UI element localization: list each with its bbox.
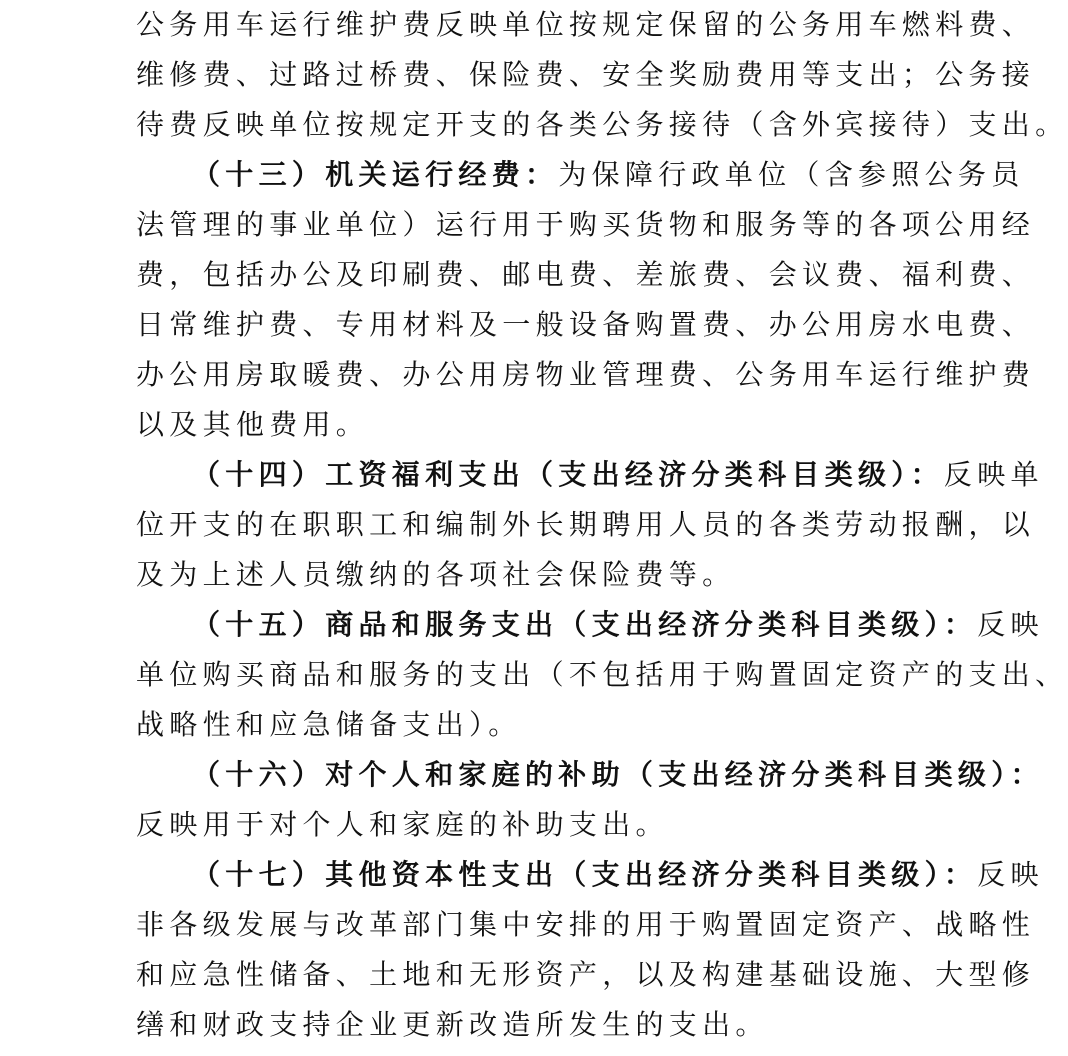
text-line: 费，包括办公及印刷费、邮电费、差旅费、会议费、福利费、 xyxy=(136,258,1036,291)
text-line: 和应急性储备、土地和无形资产，以及构建基础设施、大型修 xyxy=(136,958,1036,991)
text-line: 缮和财政支持企业更新改造所发生的支出。 xyxy=(136,1008,769,1041)
section-13-first-line xyxy=(192,150,1025,200)
text-line: 单位购买商品和服务的支出（不包括用于购置固定资产的支出、 xyxy=(136,658,1068,691)
section-16-heading: （十六）对个人和家庭的补助（支出经济分类科目类级）： xyxy=(192,758,1044,791)
text-line: 以及其他费用。 xyxy=(136,408,370,441)
text-run: 反映 xyxy=(977,608,1044,641)
text-line: 办公用房取暖费、办公用房物业管理费、公务用车运行维护费 xyxy=(136,358,1036,391)
text-line: 战略性和应急储备支出）。 xyxy=(136,708,522,741)
text-run: 反映单 xyxy=(943,458,1044,491)
text-line: 及为上述人员缴纳的各项社会保险费等。 xyxy=(136,558,736,591)
section-13-heading: （十三）机关运行经费： xyxy=(192,158,559,191)
text-line: 待费反映单位按规定开支的各类公务接待（含外宾接待）支出。 xyxy=(136,108,1068,141)
text-run: 反映 xyxy=(977,858,1044,891)
section-15-heading: （十五）商品和服务支出（支出经济分类科目类级）： xyxy=(192,608,978,641)
section-17-heading: （十七）其他资本性支出（支出经济分类科目类级）： xyxy=(192,858,978,891)
text-line: 公务用车运行维护费反映单位按规定保留的公务用车燃料费、 xyxy=(136,8,1036,41)
text-line: 非各级发展与改革部门集中安排的用于购置固定资产、战略性 xyxy=(136,908,1036,941)
text-line: 反映用于对个人和家庭的补助支出。 xyxy=(136,808,669,841)
section-14-heading: （十四）工资福利支出（支出经济分类科目类级）： xyxy=(192,458,944,491)
text-line: 法管理的事业单位）运行用于购买货物和服务等的各项公用经 xyxy=(136,208,1036,241)
section-15-first-line xyxy=(192,600,1044,650)
section-14-first-line xyxy=(192,450,1044,500)
text-line: 日常维护费、专用材料及一般设备购置费、办公用房水电费、 xyxy=(136,308,1036,341)
text-line: 维修费、过路过桥费、保险费、安全奖励费用等支出；公务接 xyxy=(136,58,1036,91)
text-run: 为保障行政单位（含参照公务员 xyxy=(558,158,1025,191)
section-16-first-line xyxy=(192,750,1044,800)
text-line: 位开支的在职职工和编制外长期聘用人员的各类劳动报酬，以 xyxy=(136,508,1036,541)
section-17-first-line xyxy=(192,850,1044,900)
